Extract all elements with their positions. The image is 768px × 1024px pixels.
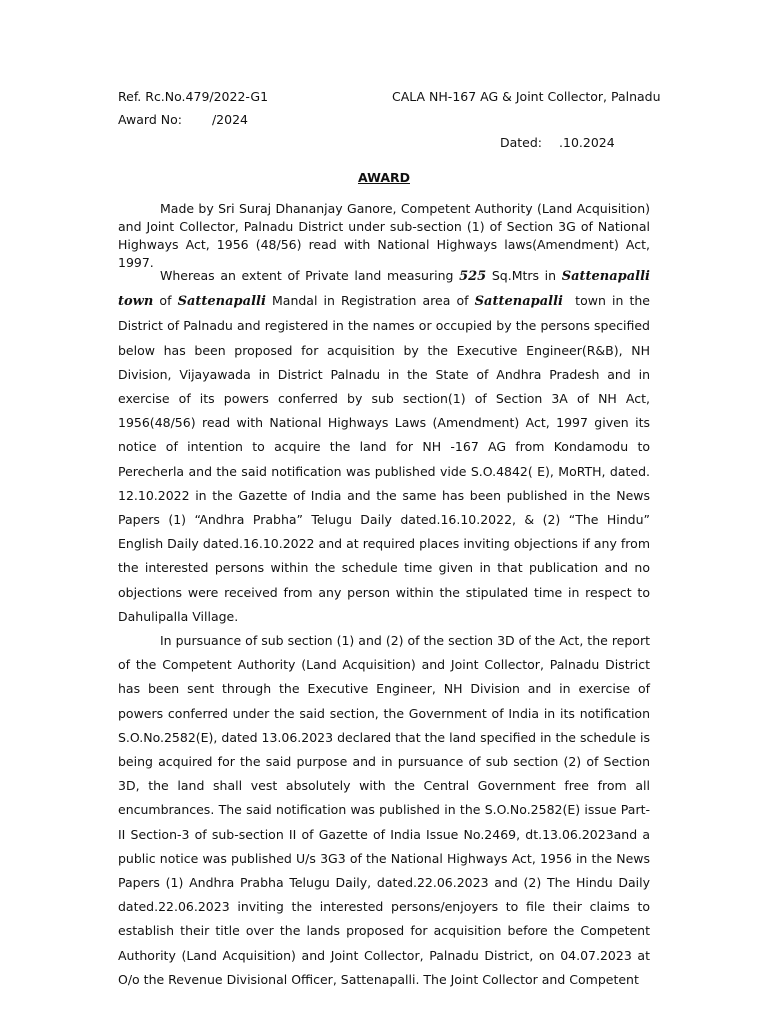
text-run: Whereas an extent of Private land measuring [160, 268, 460, 283]
award-date-value: .10.2024 [559, 135, 615, 150]
award-date-label: Dated: [500, 135, 543, 150]
text-run: Mandal in Registration area of [265, 293, 475, 309]
paragraph-in-pursuance: In pursuance of sub section (1) and (2) of the section 3D of the Act, the report of the Competent Authority (Land Acquisition) and Joint Collector, Palnadu District has been sent through the Executive Engineer, NH Division and in exercise of powers conferred under the said section, the Government of India in its notification S.O.No.2582(E), dated 13.06.2023 declared that the land specified in the schedule is being acquired for the said purpose and in pursuance of sub section (2) of Section 3D, the land shall vest absolutely with the Central Government free from all encumbrances. The said notification was published in the S.O.No.2582(E) issue Part-II Section-3 of sub-section II of Gazette of India Issue No.2469, dt.13.06.2023and a public notice was published U/s 3G3 of the National Highways Act, 1956 in the News Papers (1) Andhra Prabha Telugu Daily, dated.22.06.2023 and (2) The Hindu Daily dated.22.06.2023 inviting the interested persons/enjoyers to file their claims to establish their title over the lands proposed for acquisition before the Competent Authority (Land Acquisition) and Joint Collector, Palnadu District, on 04.07.2023 at O/o the Revenue Divisional Officer, Sattenapalli. The Joint Collector and Competent [118, 633, 650, 987]
land-extent: 525 [459, 269, 487, 284]
award-number [118, 112, 248, 127]
registration-area-name: Sattenapalli [474, 294, 563, 310]
text-run: of [153, 293, 178, 309]
body-section-intro [118, 200, 650, 272]
text-run: town in the District of Palnadu and registered in the names or occupied by the persons specified below has been proposed for acquisition by the Executive Engineer(R&B), NH Division, Vijayawada in District Palnadu in the State of Andhra Pradesh and in exercise of its powers conferred by sub section(1) of Section 3A of NH Act, 1956(48/56) read with National Highways Laws (Amendment) Act, 1997 given its notice of intention to acquire the land for NH -167 AG from Kondamodu to Perecherla and the said notification was published vide S.O.4842( E), MoRTH, dated. 12.10.2022 in the Gazette of India and the same has been published in the News Papers (1) “Andhra Prabha” Telugu Daily dated.16.10.2022, & (2) “The Hindu” English Daily dated.16.10.2022 and at required places inviting objections if any from the interested persons within the schedule time given in that publication and no objections were received from any person within the stipulated time in respect to Dahulipalla Village. [118, 293, 654, 624]
paragraph-made-by: Made by Sri Suraj Dhananjay Ganore, Competent Authority (Land Acquisition) and Joint Collector, Palnadu District under sub-section (1) of Section 3G of National Highways Act, 1956 (48/56) read with National Highways laws(Amendment) Act, 1997. [118, 201, 650, 270]
reference-number: Ref. Rc.No.479/2022-G1 [118, 89, 269, 104]
body-section-main [118, 264, 654, 992]
issuing-authority: CALA NH-167 AG & Joint Collector, Palnadu [392, 89, 661, 104]
paragraph-whereas [118, 264, 654, 629]
award-number-value: /2024 [211, 112, 248, 127]
mandal-name: Sattenapalli [177, 294, 266, 310]
award-number-label: Award No: [118, 112, 182, 127]
town-name: Sattenapalli town [118, 269, 650, 310]
text-run: Sq.Mtrs in [486, 268, 562, 283]
award-date [500, 135, 615, 150]
document-title: AWARD [357, 170, 410, 185]
